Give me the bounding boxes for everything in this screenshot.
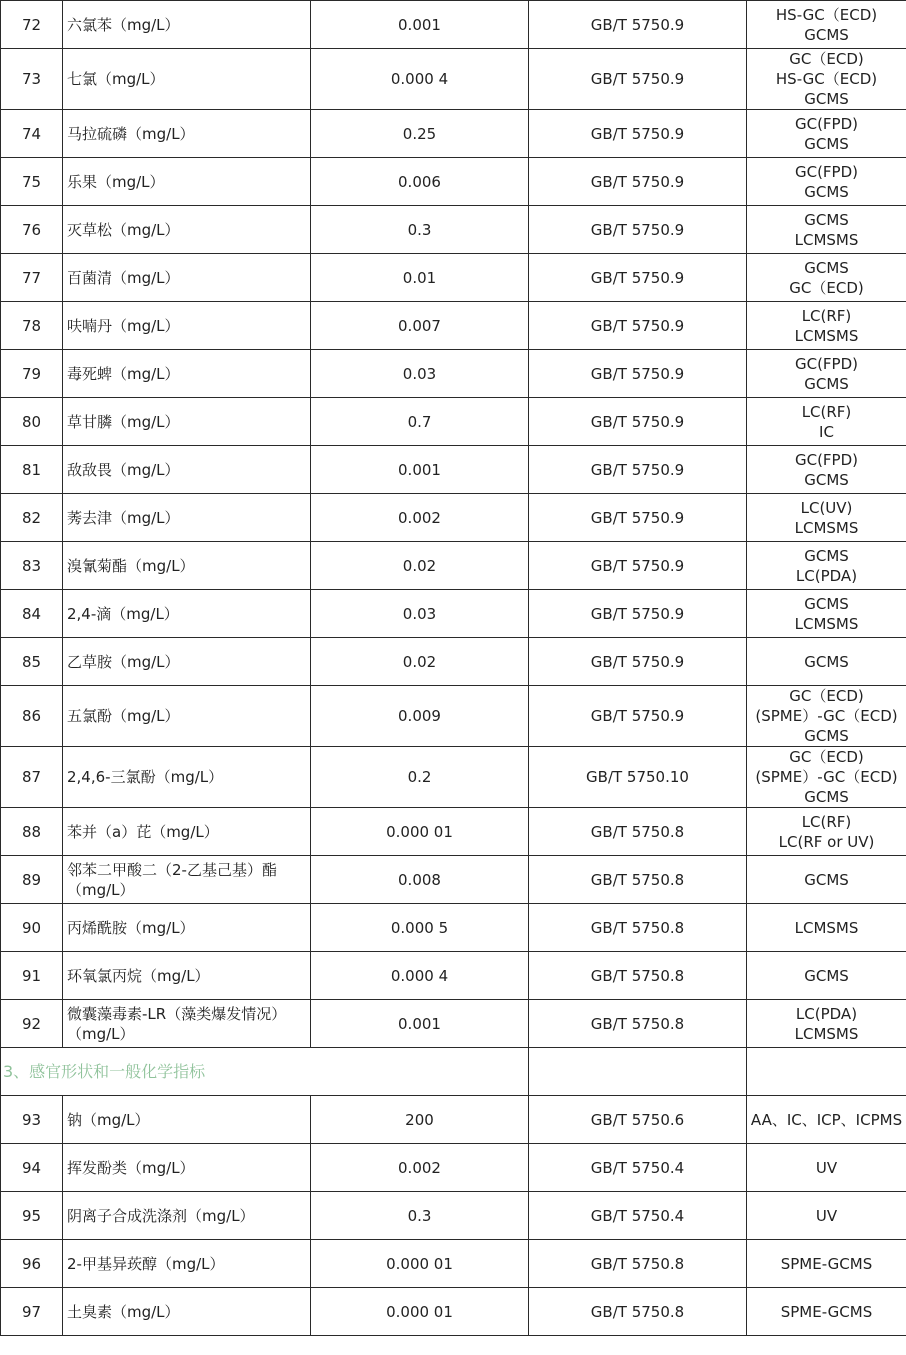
test-method: GC（ECD) xyxy=(789,748,864,766)
empty-cell xyxy=(747,1048,906,1096)
row-number: 92 xyxy=(1,1000,63,1048)
table-row xyxy=(1,1240,906,1288)
test-method: SPME-GCMS xyxy=(780,1254,873,1273)
test-method: LC(RF) xyxy=(801,306,852,325)
indicator-name: 2,4,6-三氯酚（mg/L） xyxy=(63,747,311,808)
table-body xyxy=(1,1,906,1336)
test-methods xyxy=(747,686,906,747)
table-row xyxy=(1,1,906,49)
indicator-name: 呋喃丹（mg/L） xyxy=(63,302,311,350)
test-standard: GB/T 5750.8 xyxy=(529,1240,747,1288)
test-methods xyxy=(747,1192,906,1240)
test-standard: GB/T 5750.9 xyxy=(529,590,747,638)
indicator-name: 七氯（mg/L） xyxy=(63,49,311,110)
test-method: GC（ECD) xyxy=(789,50,864,68)
test-methods xyxy=(747,350,906,398)
row-number: 78 xyxy=(1,302,63,350)
test-method: HS-GC（ECD) xyxy=(775,5,878,24)
limit-value: 0.000 01 xyxy=(311,808,529,856)
row-number: 86 xyxy=(1,686,63,747)
test-method: GCMS xyxy=(804,470,849,489)
test-standard: GB/T 5750.8 xyxy=(529,1000,747,1048)
indicator-name: 2-甲基异莰醇（mg/L） xyxy=(63,1240,311,1288)
test-methods xyxy=(747,1,906,49)
row-number: 84 xyxy=(1,590,63,638)
test-method: UV xyxy=(815,1158,838,1177)
test-method: GCMS xyxy=(804,652,849,671)
test-methods xyxy=(747,49,906,110)
table-row xyxy=(1,446,906,494)
test-standard: GB/T 5750.9 xyxy=(529,302,747,350)
indicator-name: 邻苯二甲酸二（2-乙基己基）酯（mg/L） xyxy=(63,856,311,904)
indicator-name: 环氧氯丙烷（mg/L） xyxy=(63,952,311,1000)
indicator-name: 六氯苯（mg/L） xyxy=(63,1,311,49)
test-method: GCMS xyxy=(804,966,849,985)
test-method: LCMSMS xyxy=(794,326,859,345)
test-standard: GB/T 5750.8 xyxy=(529,856,747,904)
test-methods xyxy=(747,302,906,350)
indicator-name: 草甘膦（mg/L） xyxy=(63,398,311,446)
limit-value: 0.001 xyxy=(311,1,529,49)
test-standard: GB/T 5750.9 xyxy=(529,49,747,110)
section-header-row xyxy=(1,1048,906,1096)
test-methods xyxy=(747,254,906,302)
row-number: 95 xyxy=(1,1192,63,1240)
test-standard: GB/T 5750.9 xyxy=(529,686,747,747)
limit-value: 0.009 xyxy=(311,686,529,747)
limit-value: 0.02 xyxy=(311,638,529,686)
empty-cell xyxy=(529,1048,747,1096)
test-standard: GB/T 5750.9 xyxy=(529,1,747,49)
test-method: GCMS xyxy=(804,374,849,393)
limit-value: 0.002 xyxy=(311,494,529,542)
limit-value: 0.000 5 xyxy=(311,904,529,952)
row-number: 96 xyxy=(1,1240,63,1288)
row-number: 77 xyxy=(1,254,63,302)
test-methods xyxy=(747,542,906,590)
test-standard: GB/T 5750.9 xyxy=(529,446,747,494)
test-method: GCMS xyxy=(804,727,849,745)
test-methods xyxy=(747,446,906,494)
test-standard: GB/T 5750.9 xyxy=(529,206,747,254)
test-method: LCMSMS xyxy=(794,1024,859,1043)
row-number: 83 xyxy=(1,542,63,590)
test-standard: GB/T 5750.4 xyxy=(529,1144,747,1192)
table-row xyxy=(1,808,906,856)
limit-value: 0.008 xyxy=(311,856,529,904)
limit-value: 0.7 xyxy=(311,398,529,446)
test-standard: GB/T 5750.8 xyxy=(529,1288,747,1336)
limit-value: 0.002 xyxy=(311,1144,529,1192)
test-methods xyxy=(747,638,906,686)
table-row xyxy=(1,49,906,110)
indicator-name: 乐果（mg/L） xyxy=(63,158,311,206)
indicator-name: 丙烯酰胺（mg/L） xyxy=(63,904,311,952)
test-methods xyxy=(747,590,906,638)
row-number: 85 xyxy=(1,638,63,686)
indicator-name: 钠（mg/L） xyxy=(63,1096,311,1144)
limit-value: 0.001 xyxy=(311,446,529,494)
section-title: 3、感官形状和一般化学指标 xyxy=(1,1048,529,1096)
test-method: LC(RF or UV) xyxy=(778,832,875,851)
test-methods xyxy=(747,952,906,1000)
test-methods xyxy=(747,158,906,206)
test-standard: GB/T 5750.8 xyxy=(529,952,747,1000)
limit-value: 0.3 xyxy=(311,206,529,254)
row-number: 74 xyxy=(1,110,63,158)
row-number: 87 xyxy=(1,747,63,808)
test-standard: GB/T 5750.4 xyxy=(529,1192,747,1240)
indicator-name: 土臭素（mg/L） xyxy=(63,1288,311,1336)
test-standard: GB/T 5750.10 xyxy=(529,747,747,808)
test-method: GCMS xyxy=(804,594,849,613)
table-row xyxy=(1,747,906,808)
test-standard: GB/T 5750.9 xyxy=(529,542,747,590)
table-row xyxy=(1,1144,906,1192)
test-method: GCMS xyxy=(804,90,849,108)
limit-value: 0.01 xyxy=(311,254,529,302)
limit-value: 0.02 xyxy=(311,542,529,590)
test-method: LCMSMS xyxy=(794,230,859,249)
test-method: GCMS xyxy=(804,546,849,565)
limit-value: 0.006 xyxy=(311,158,529,206)
row-number: 72 xyxy=(1,1,63,49)
table-row xyxy=(1,1000,906,1048)
test-method: GC（ECD) xyxy=(789,687,864,705)
test-standard: GB/T 5750.9 xyxy=(529,494,747,542)
row-number: 80 xyxy=(1,398,63,446)
row-number: 94 xyxy=(1,1144,63,1192)
test-method: LC(RF) xyxy=(801,812,852,831)
test-method: AA、IC、ICP、ICPMS xyxy=(750,1110,903,1129)
table-row xyxy=(1,158,906,206)
row-number: 79 xyxy=(1,350,63,398)
limit-value: 0.001 xyxy=(311,1000,529,1048)
indicator-name: 苯并（a）芘（mg/L） xyxy=(63,808,311,856)
test-method: LCMSMS xyxy=(794,518,859,537)
row-number: 97 xyxy=(1,1288,63,1336)
indicator-name: 挥发酚类（mg/L） xyxy=(63,1144,311,1192)
test-methods xyxy=(747,1096,906,1144)
test-method: GCMS xyxy=(804,788,849,806)
indicator-name: 乙草胺（mg/L） xyxy=(63,638,311,686)
indicator-name: 五氯酚（mg/L） xyxy=(63,686,311,747)
test-method: LC(PDA) xyxy=(795,566,858,585)
limit-value: 0.000 4 xyxy=(311,952,529,1000)
table-row xyxy=(1,254,906,302)
table-row xyxy=(1,952,906,1000)
test-methods xyxy=(747,206,906,254)
table-row xyxy=(1,542,906,590)
row-number: 93 xyxy=(1,1096,63,1144)
limit-value: 0.000 01 xyxy=(311,1240,529,1288)
test-methods xyxy=(747,747,906,808)
row-number: 82 xyxy=(1,494,63,542)
test-method: LCMSMS xyxy=(794,614,859,633)
limit-value: 0.25 xyxy=(311,110,529,158)
row-number: 76 xyxy=(1,206,63,254)
table-row xyxy=(1,638,906,686)
row-number: 81 xyxy=(1,446,63,494)
test-method: IC xyxy=(819,422,834,441)
test-method: GCMS xyxy=(804,870,849,889)
test-methods xyxy=(747,904,906,952)
table-row xyxy=(1,1096,906,1144)
limit-value: 0.000 4 xyxy=(311,49,529,110)
test-method: (SPME）-GC（ECD) xyxy=(755,707,898,725)
test-methods xyxy=(747,494,906,542)
limit-value: 0.03 xyxy=(311,350,529,398)
test-methods xyxy=(747,110,906,158)
test-standard: GB/T 5750.8 xyxy=(529,904,747,952)
test-methods xyxy=(747,1288,906,1336)
indicator-name: 毒死蜱（mg/L） xyxy=(63,350,311,398)
test-methods xyxy=(747,808,906,856)
table-row xyxy=(1,494,906,542)
table-row xyxy=(1,110,906,158)
test-standard: GB/T 5750.9 xyxy=(529,398,747,446)
test-methods xyxy=(747,1000,906,1048)
test-method: SPME-GCMS xyxy=(780,1302,873,1321)
test-method: HS-GC（ECD) xyxy=(775,70,878,88)
limit-value: 0.2 xyxy=(311,747,529,808)
indicator-name: 微囊藻毒素-LR（藻类爆发情况）（mg/L） xyxy=(63,1000,311,1048)
table-row xyxy=(1,206,906,254)
row-number: 91 xyxy=(1,952,63,1000)
test-method: GCMS xyxy=(804,258,849,277)
indicator-name: 莠去津（mg/L） xyxy=(63,494,311,542)
row-number: 88 xyxy=(1,808,63,856)
test-method: GC(FPD) xyxy=(794,450,859,469)
test-methods xyxy=(747,856,906,904)
test-standard: GB/T 5750.9 xyxy=(529,254,747,302)
test-method: GC(FPD) xyxy=(794,162,859,181)
test-method: GCMS xyxy=(804,25,849,44)
test-method: GC(FPD) xyxy=(794,354,859,373)
test-method: GCMS xyxy=(804,134,849,153)
test-standard: GB/T 5750.6 xyxy=(529,1096,747,1144)
test-method: LC(RF) xyxy=(801,402,852,421)
limit-value: 0.3 xyxy=(311,1192,529,1240)
row-number: 73 xyxy=(1,49,63,110)
table-row xyxy=(1,302,906,350)
test-method: (SPME）-GC（ECD) xyxy=(755,768,898,786)
table-row xyxy=(1,904,906,952)
row-number: 89 xyxy=(1,856,63,904)
table-row xyxy=(1,350,906,398)
table-row xyxy=(1,686,906,747)
test-method: LC(UV) xyxy=(800,498,853,517)
test-method: UV xyxy=(815,1206,838,1225)
indicator-name: 2,4-滴（mg/L） xyxy=(63,590,311,638)
test-methods xyxy=(747,1240,906,1288)
table-row xyxy=(1,856,906,904)
test-methods xyxy=(747,398,906,446)
test-method: GCMS xyxy=(804,182,849,201)
test-method: LC(PDA) xyxy=(795,1004,858,1023)
row-number: 75 xyxy=(1,158,63,206)
table-row xyxy=(1,590,906,638)
table-row xyxy=(1,1288,906,1336)
test-method: GC（ECD) xyxy=(789,278,864,297)
limit-value: 0.007 xyxy=(311,302,529,350)
limit-value: 200 xyxy=(311,1096,529,1144)
indicator-name: 灭草松（mg/L） xyxy=(63,206,311,254)
indicator-name: 敌敌畏（mg/L） xyxy=(63,446,311,494)
row-number: 90 xyxy=(1,904,63,952)
indicator-name: 阴离子合成洗涤剂（mg/L） xyxy=(63,1192,311,1240)
test-method: LCMSMS xyxy=(794,918,859,937)
limit-value: 0.000 01 xyxy=(311,1288,529,1336)
test-standard: GB/T 5750.8 xyxy=(529,808,747,856)
test-standard: GB/T 5750.9 xyxy=(529,110,747,158)
table-row xyxy=(1,1192,906,1240)
indicator-name: 马拉硫磷（mg/L） xyxy=(63,110,311,158)
table-row xyxy=(1,398,906,446)
test-standard: GB/T 5750.9 xyxy=(529,638,747,686)
test-standard: GB/T 5750.9 xyxy=(529,158,747,206)
indicator-name: 溴氰菊酯（mg/L） xyxy=(63,542,311,590)
indicator-name: 百菌清（mg/L） xyxy=(63,254,311,302)
test-method: GC(FPD) xyxy=(794,114,859,133)
test-standard: GB/T 5750.9 xyxy=(529,350,747,398)
limit-value: 0.03 xyxy=(311,590,529,638)
test-methods xyxy=(747,1144,906,1192)
test-method: GCMS xyxy=(804,210,849,229)
